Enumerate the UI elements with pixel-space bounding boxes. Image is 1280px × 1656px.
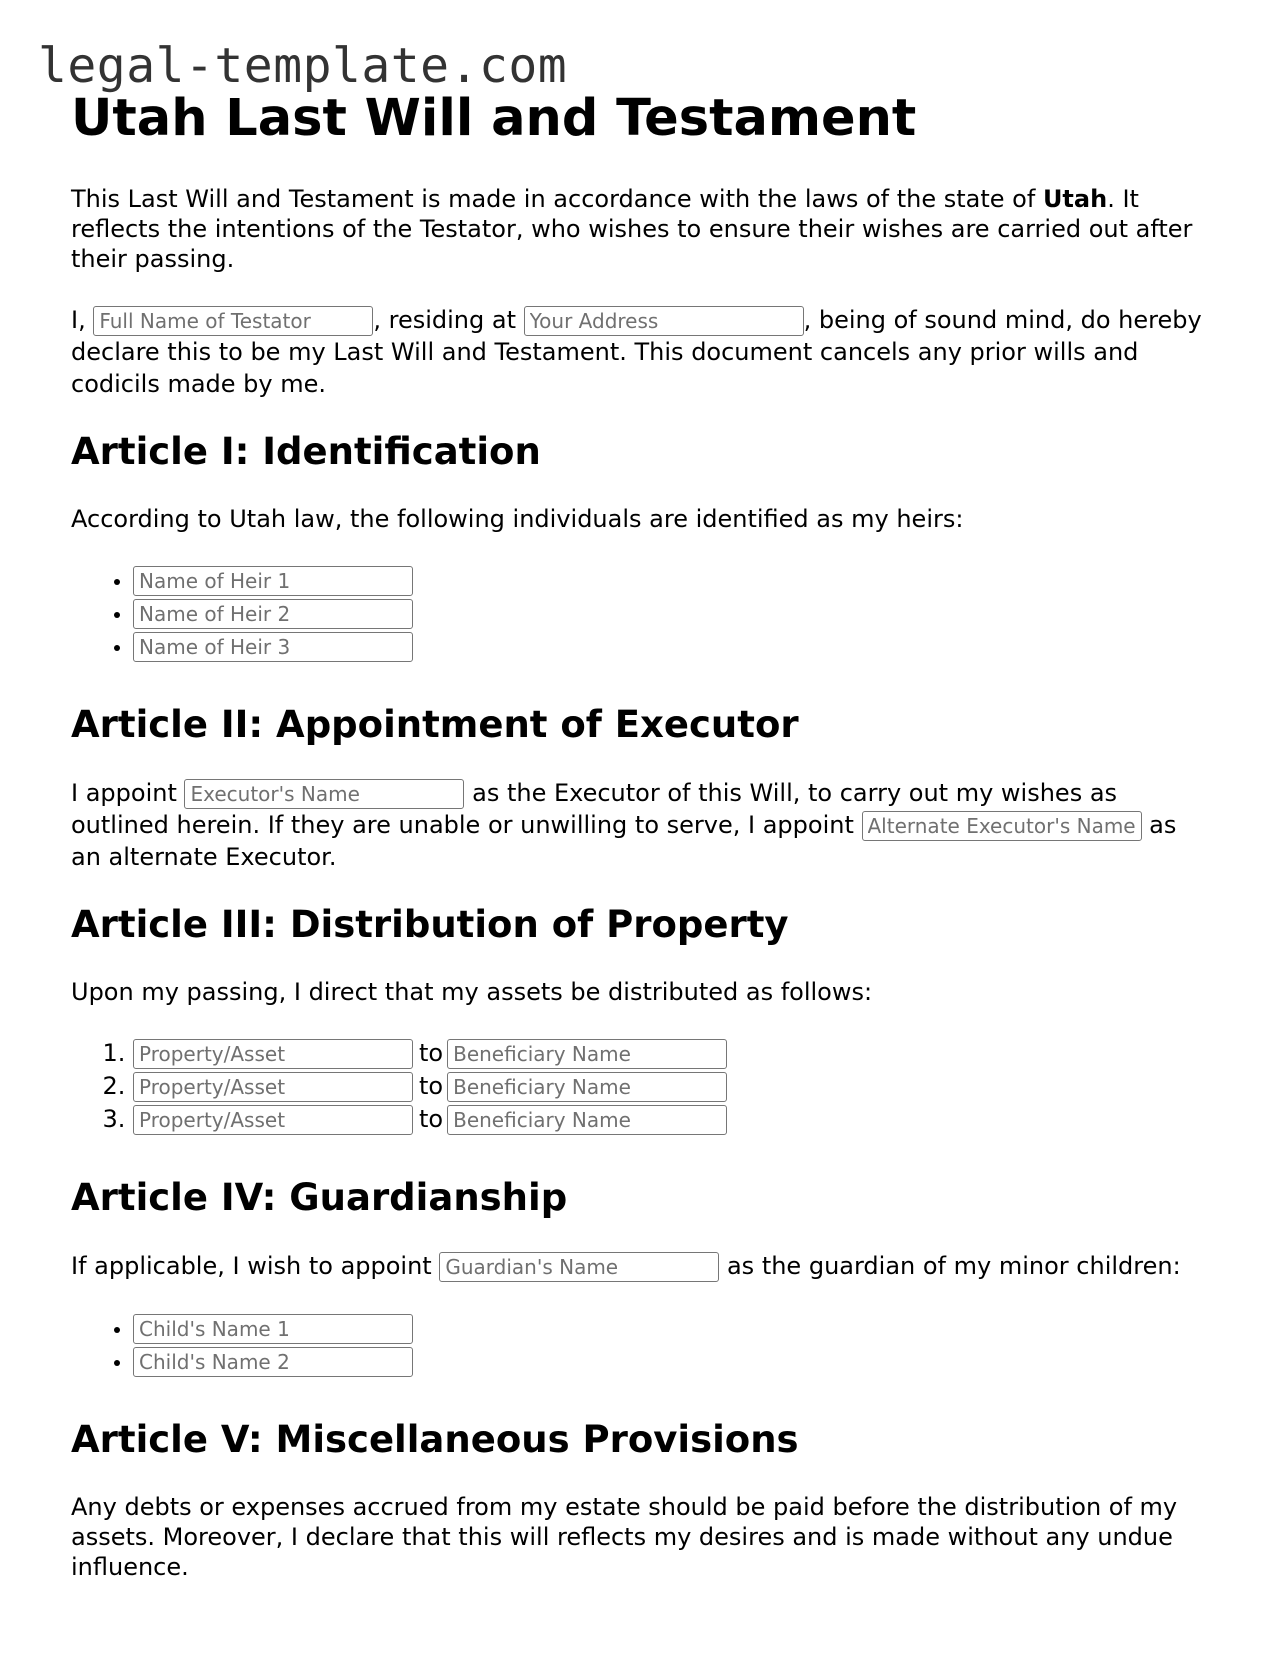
list-item [133,630,1211,663]
article-2-text-1: I appoint [71,779,185,807]
heirs-list [71,564,1211,663]
executor-name-input[interactable] [184,779,464,809]
connector-to: to [419,1105,444,1133]
article-4-text-1: If applicable, I wish to appoint [71,1252,440,1280]
beneficiary-2-input[interactable] [447,1072,727,1102]
article-4-text-2: as the guardian of my minor children: [719,1252,1181,1280]
list-item [133,1070,1211,1103]
heir-1-input[interactable] [133,566,413,596]
child-1-input[interactable] [133,1314,413,1344]
list-item [133,1345,1211,1378]
guardian-name-input[interactable] [439,1252,719,1282]
article-3-text: Upon my passing, I direct that my assets be distributed as follows: [71,978,873,1006]
children-list [71,1312,1211,1378]
declaration-text-1: I, [71,306,94,334]
article-5-heading: Article V: Miscellaneous Provisions [71,1418,799,1461]
list-item [133,1103,1211,1136]
intro-text-end: . It reflects the intentions of the Testator, who wishes to ensure their wishes are carried out after their passing. [71,185,1193,273]
article-5-text: Any debts or expenses accrued from my estate should be paid before the distribution of my assets. Moreover, I declare that this will reflects my desires and is made without any undue influence. [71,1493,1178,1581]
article-3-heading: Article III: Distribution of Property [71,903,789,946]
declaration-text-2: , residing at [373,306,524,334]
connector-to: to [419,1072,444,1100]
article-2-text-2: as the Executor of this Will, to carry out my wishes as outlined herein. If they are unable or unwilling to serve, I appoint [71,779,1118,839]
alternate-executor-input[interactable] [862,811,1142,841]
asset-1-input[interactable] [133,1039,413,1069]
page-title: Utah Last Will and Testament [71,89,917,148]
declaration-text-3: , being of sound mind, do hereby declare this to be my Last Will and Testament. This document cancels any prior wills and codicils made by me. [71,306,1202,398]
article-1-text: According to Utah law, the following individuals are identified as my heirs: [71,505,964,533]
heir-3-input[interactable] [133,632,413,662]
distribution-list [71,1037,1211,1136]
article-2-text-3: as an alternate Executor. [71,811,1177,871]
list-item [133,564,1211,597]
address-input[interactable] [524,306,804,336]
declaration-paragraph [71,304,1211,400]
article-1-heading: Article I: Identification [71,430,541,473]
article-2-paragraph [71,777,1211,873]
article-4-paragraph [71,1250,1211,1282]
beneficiary-1-input[interactable] [447,1039,727,1069]
heir-2-input[interactable] [133,599,413,629]
testator-name-input[interactable] [93,306,373,336]
list-item [133,1312,1211,1345]
watermark: legal-template.com [38,38,568,94]
child-2-input[interactable] [133,1347,413,1377]
list-item [133,597,1211,630]
list-item [133,1037,1211,1070]
connector-to: to [419,1039,444,1067]
will-document [71,88,1211,1612]
article-2-heading: Article II: Appointment of Executor [71,703,799,746]
article-4-heading: Article IV: Guardianship [71,1176,568,1219]
intro-paragraph [71,184,1211,274]
beneficiary-3-input[interactable] [447,1105,727,1135]
intro-text-start: This Last Will and Testament is made in accordance with the laws of the state of [71,185,1043,213]
asset-3-input[interactable] [133,1105,413,1135]
asset-2-input[interactable] [133,1072,413,1102]
state-name: Utah [1042,185,1108,213]
